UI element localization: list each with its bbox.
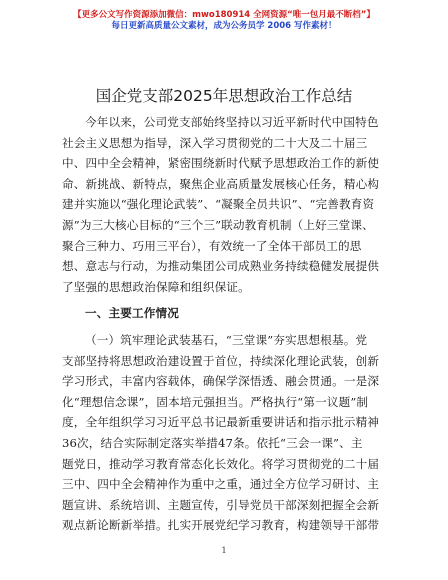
body-line: 源”为三大核心目标的“三个三”联动教育机制（上好三堂课、 [62,217,374,232]
promo-banner [0,10,448,32]
promo-banner-line-2: 每日更新高质量公文素材，成为公务员学 2006 写作素材！ [111,21,337,31]
body-line: 社会主义思想为指导，深入学习贯彻党的二十大及二十届三 [62,135,368,150]
document-body [62,112,392,536]
body-line: （一）筑牢理论武装基石，“三堂课”夯实思想根基。党 [85,332,368,347]
body-line: 三中、四中全会精神作为重中之重，通过全方位学习研讨、主 [62,477,380,492]
body-line: 命、新挑战、新特点，聚焦企业高质量发展核心任务，精心构 [62,176,380,191]
body-line: 了坚强的思想政治保障和组织保证。 [62,279,250,294]
section-heading: 一、主要工作情况 [85,306,179,321]
body-line: 中、四中全会精神，紧密围绕新时代赋予思想政治工作的新使 [62,156,380,171]
page-number: 1 [221,546,227,555]
body-line: 今年以来，公司党支部始终坚持以习近平新时代中国特色 [85,115,379,129]
body-line: 题党日，推动学习教育常态化长效化。将学习贯彻党的二十届 [62,456,380,471]
body-line: 36次，结合实际制定落实举措47条。依托“三会一课”、主 [62,435,363,450]
document-title: 国企党支部2025年思想政治工作总结 [95,87,353,105]
promo-banner-line-1: 【更多公文写作资源添加微信：mwo180914 全网资源“唯一包月最不断档”】 [73,10,375,20]
body-line: 度，全年组织学习习近平总书记最新重要讲话和指示批示精神 [62,415,380,430]
body-line: 化“理想信念课”，固本培元强担当。严格执行“第一议题”制 [62,394,369,409]
body-line: 建并实施以“强化理论武装”、“凝聚全员共识”、“完善教育资 [62,197,375,212]
body-line: 支部坚持将思想政治建设置于首位，持续深化理论武装，创新 [62,353,380,368]
body-line: 聚合三种力、巧用三平台），有效统一了全体干部员工的思 [62,238,362,253]
body-line: 题宣讲、系统培训、主题宣传，引导党员干部深刻把握全会新 [62,497,380,512]
body-line: 学习形式，丰富内容载体，确保学深悟透、融会贯通。一是深 [62,374,380,389]
body-line: 观点新论断新举措。扎实开展党纪学习教育，构建领导干部带 [62,518,380,533]
body-line: 想、意志与行动，为推动集团公司成熟业务持续稳健发展提供 [62,259,380,274]
